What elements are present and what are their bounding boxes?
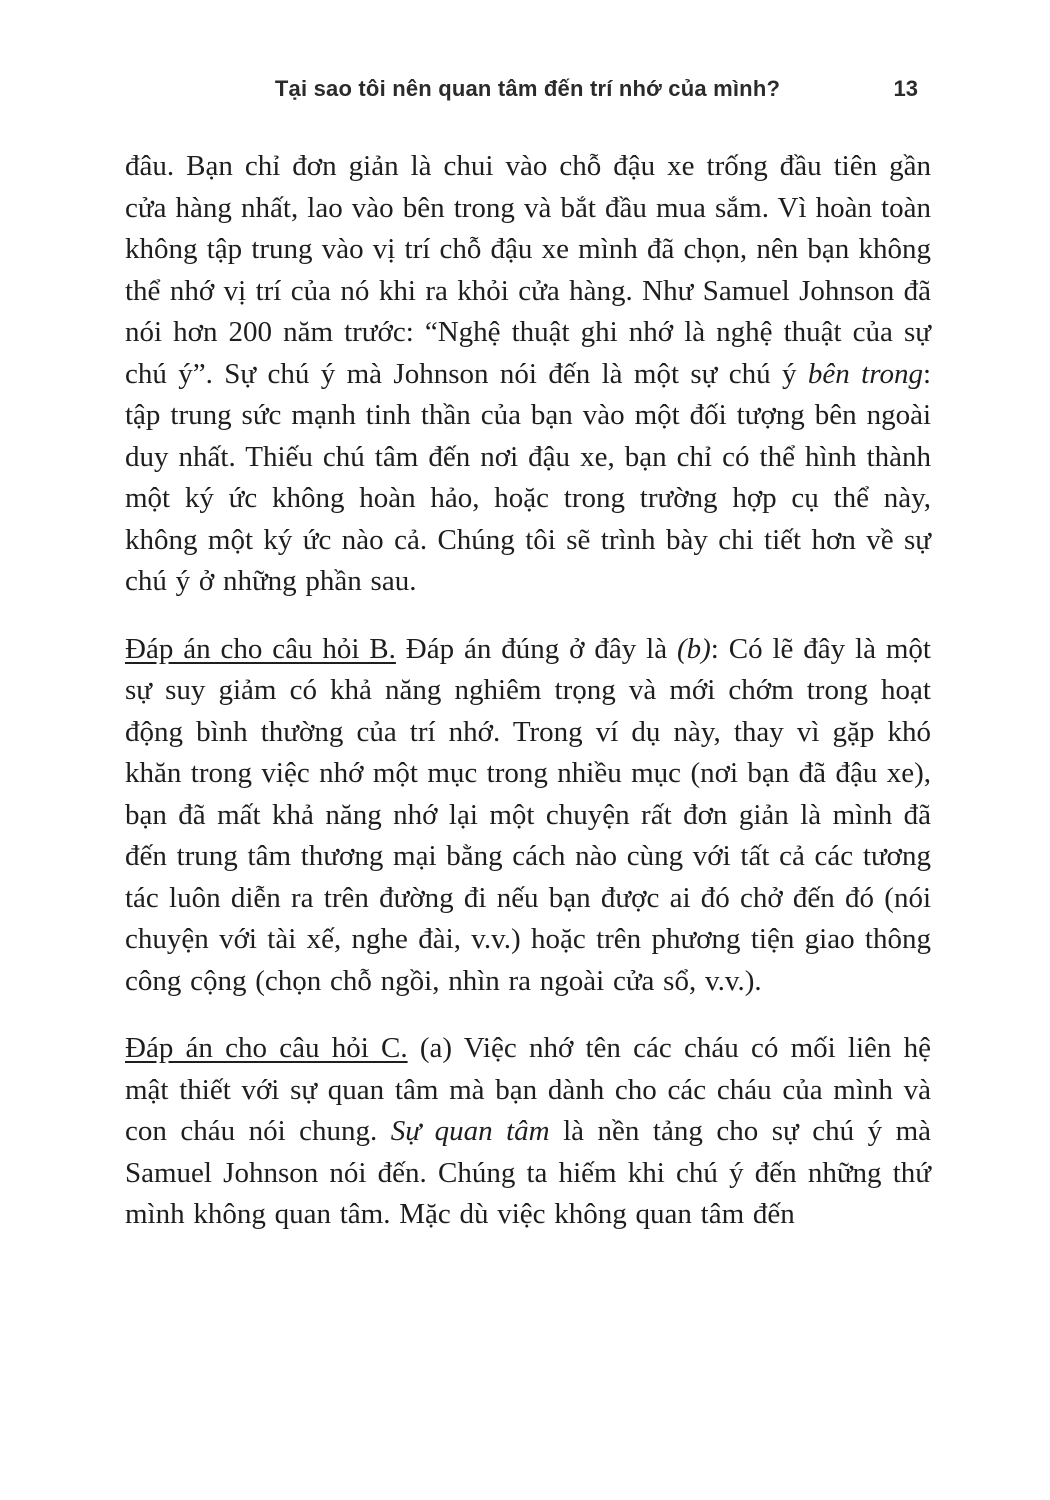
page-body xyxy=(125,146,931,1236)
text-run: đâu. Bạn chỉ đơn giản là chui vào chỗ đậu xe trống đầu tiên gần cửa hàng nhất, lao vào bên trong và bắt đầu mua sắm. Vì hoàn toàn không tập trung vào vị trí chỗ đậu xe mình đã chọn, nên bạn không thể nhớ vị trí của nó khi ra khỏi cửa hàng. Như Samuel Johnson đã nói hơn 200 năm trước: “Nghệ thuật ghi nhớ là nghệ thuật của sự chú ý”. Sự chú ý mà Johnson nói đến là một sự chú ý xyxy=(125,150,931,390)
text-run: (a) Việc nhớ tên các cháu có mối liên hệ mật thiết với sự quan tâm mà bạn dành cho các cháu của mình và con cháu nói chung. xyxy=(125,1032,931,1147)
text-run-italic: bên trong xyxy=(807,357,923,390)
header-title: Tại sao tôi nên quan tâm đến trí nhớ của mình? xyxy=(274,76,781,101)
text-run: là nền tảng cho sự chú ý mà Samuel Johnson nói đến. Chúng ta hiếm khi chú ý đến những thứ mình không quan tâm. Mặc dù việc không quan tâm đến xyxy=(125,1115,931,1230)
text-run-italic: (b) xyxy=(676,632,711,665)
text-run-underline: Đáp án cho câu hỏi B. xyxy=(125,632,396,665)
paragraph xyxy=(125,146,931,603)
paragraph xyxy=(125,1028,931,1236)
text-run: : Có lẽ đây là một sự suy giảm có khả năng nghiêm trọng và mới chớm trong hoạt động bình thường của trí nhớ. Trong ví dụ này, thay vì gặp khó khăn trong việc nhớ một mục trong nhiều mục (nơi bạn đã đậu xe), bạn đã mất khả năng nhớ lại một chuyện rất đơn giản là mình đã đến trung tâm thương mại bằng cách nào cùng với tất cả các tương tác luôn diễn ra trên đường đi nếu bạn được ai đó chở đến đó (nói chuyện với tài xế, nghe đài, v.v.) hoặc trên phương tiện giao thông công cộng (chọn chỗ ngồi, nhìn ra ngoài cửa sổ, v.v.). xyxy=(125,632,931,997)
paragraph xyxy=(125,629,931,1003)
text-run: : tập trung sức mạnh tinh thần của bạn vào một đối tượng bên ngoài duy nhất. Thiếu chú tâm đến nơi đậu xe, bạn chỉ có thể hình thành một ký ức không hoàn hảo, hoặc trong trường hợp cụ thể này, không một ký ức nào cả. Chúng tôi sẽ trình bày chi tiết hơn về sự chú ý ở những phần sau. xyxy=(125,357,932,597)
page-number: 13 xyxy=(893,76,918,101)
text-run-underline: Đáp án cho câu hỏi C. xyxy=(125,1032,408,1064)
running-header xyxy=(125,76,930,106)
text-run-italic: Sự quan tâm xyxy=(390,1115,550,1147)
text-run: Đáp án đúng ở đây là xyxy=(395,632,677,665)
